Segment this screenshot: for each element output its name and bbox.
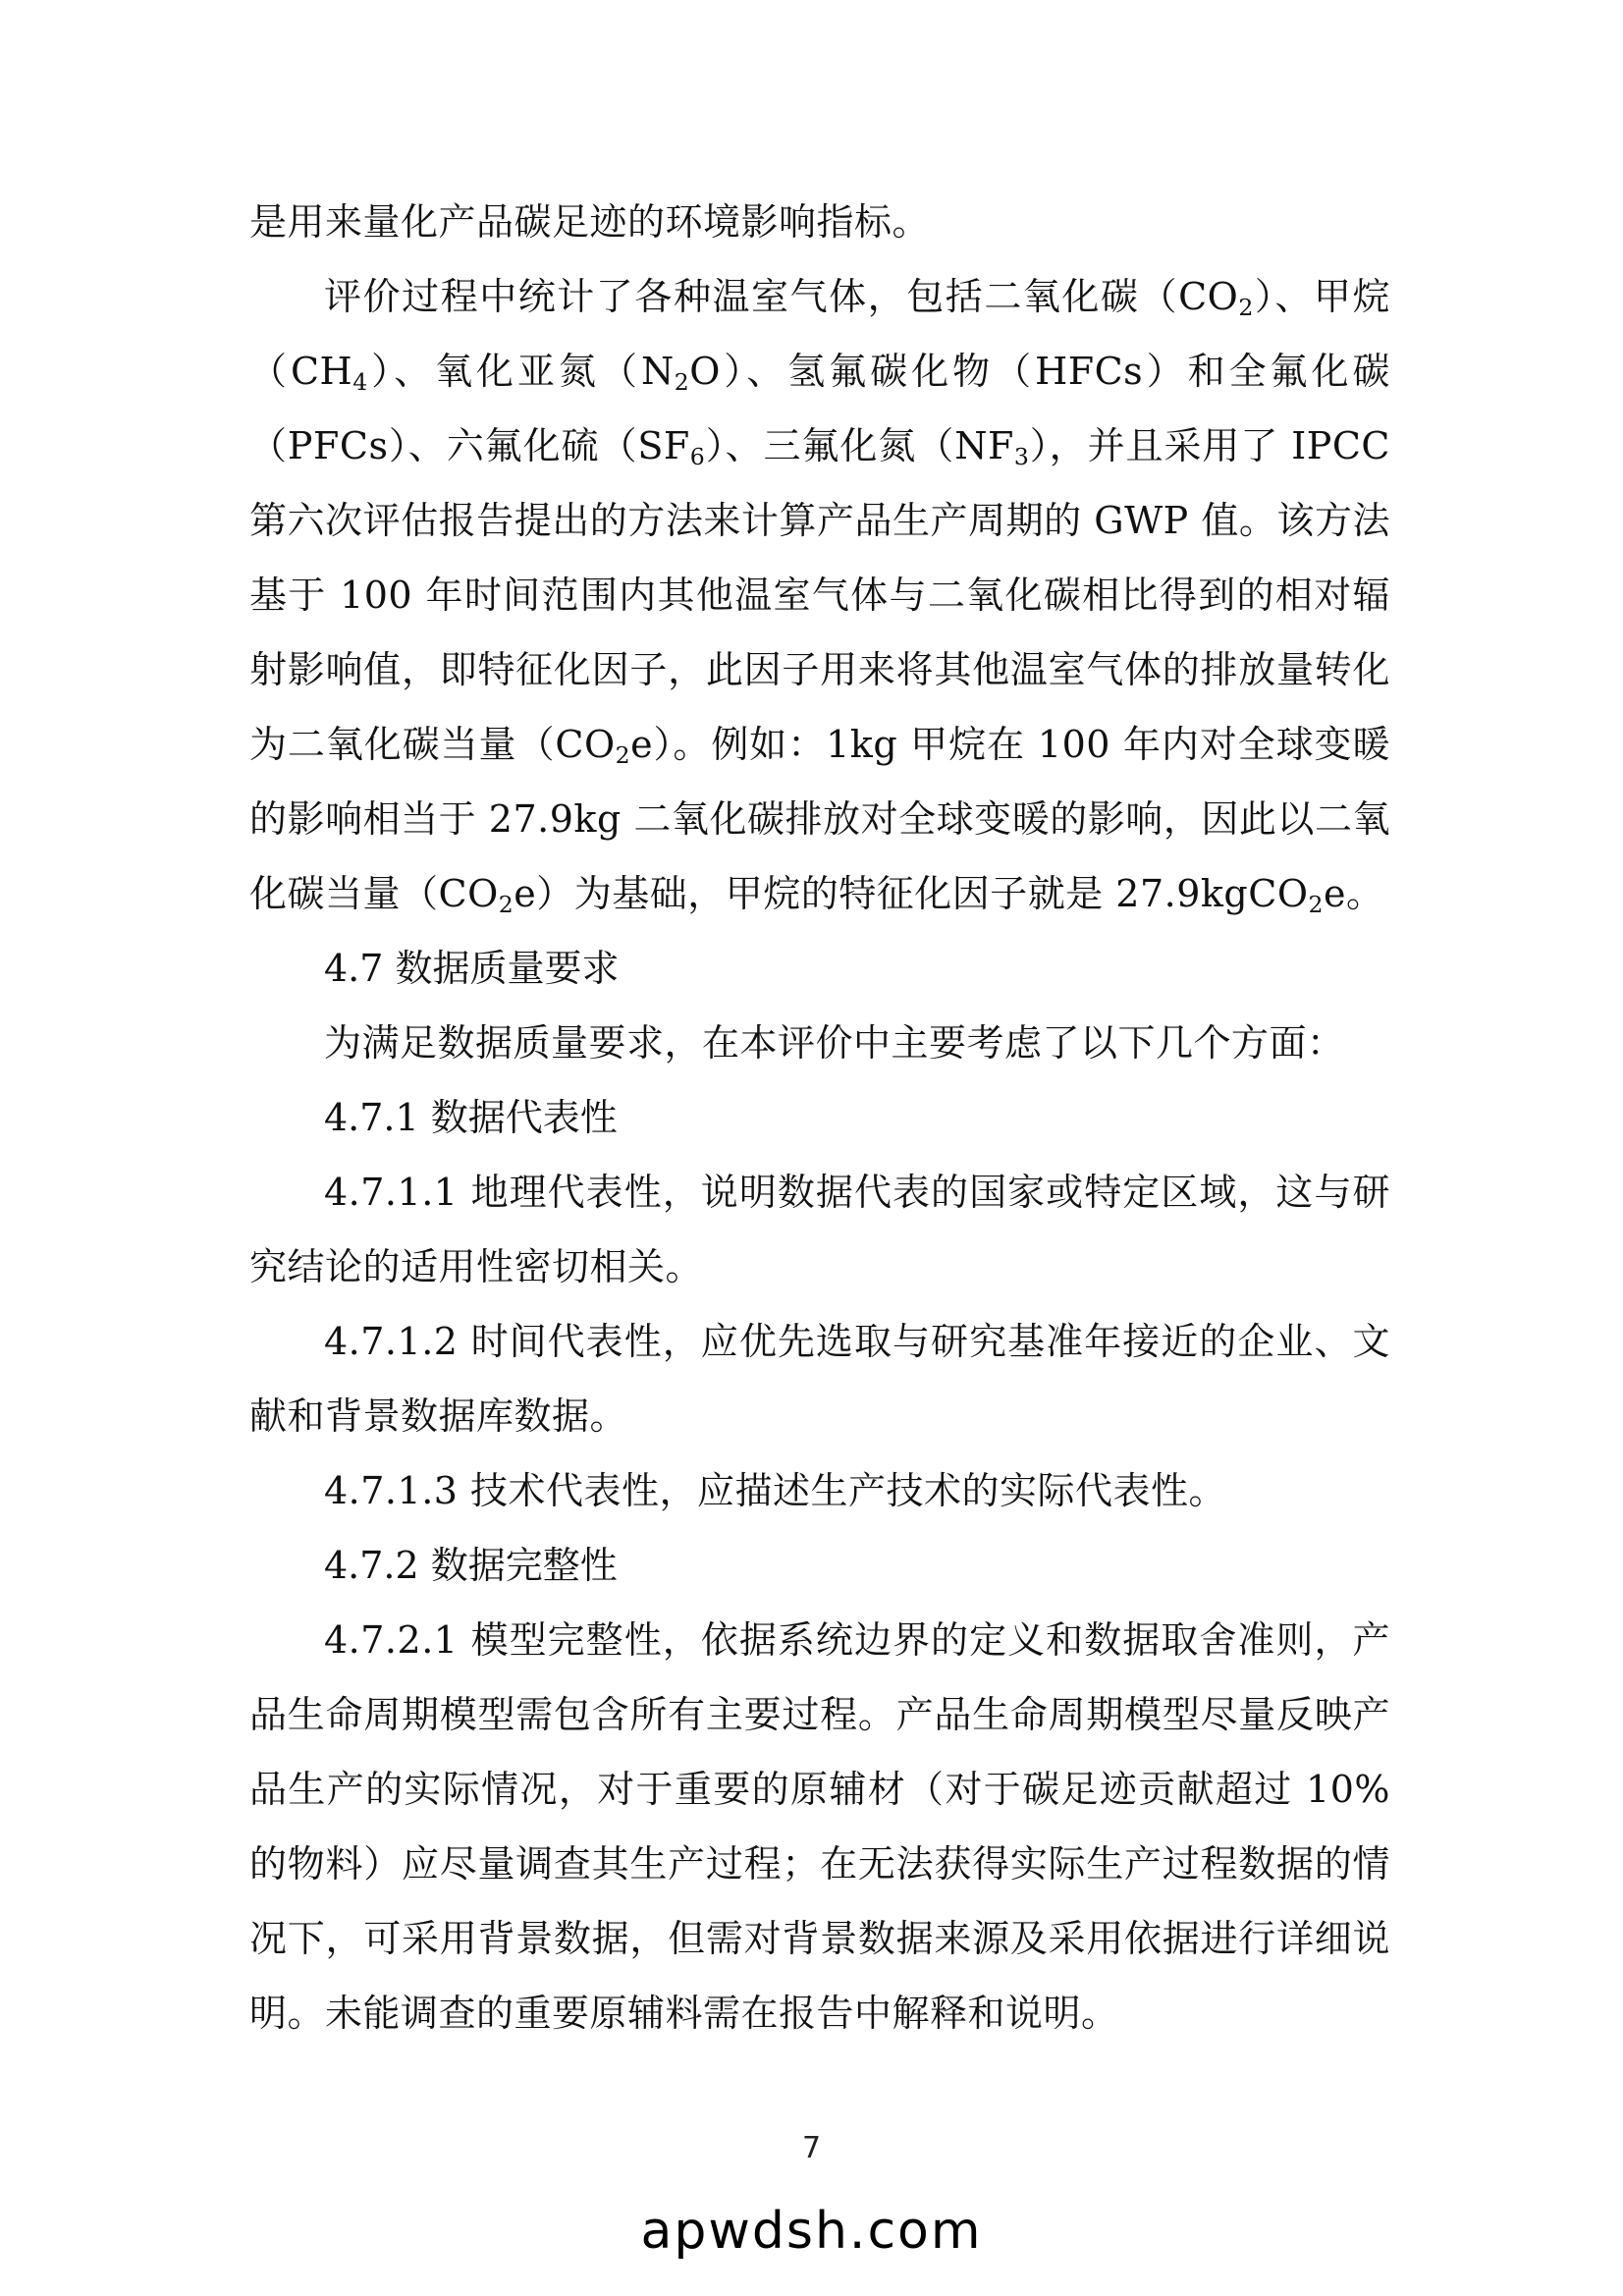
subscript: 2 <box>1238 293 1254 321</box>
subscript: 2 <box>498 890 514 918</box>
page-number: 7 <box>801 2131 822 2165</box>
section-heading-4-7-2: 4.7.2 数据完整性 <box>324 1544 618 1587</box>
subscript: 2 <box>674 367 690 396</box>
paragraph-4-7-1-2: 4.7.1.2 时间代表性，应优先选取与研究基准年接近的企业、文献和背景数据库数据。 <box>249 1320 1390 1438</box>
text-run: ）、甲烷（CH <box>249 275 1390 393</box>
text-run: O）、氢氟碳化物（HFCs）和全氟化碳（PFCs）、六氟化硫（SF <box>249 350 1390 467</box>
text-run: ）、三氟化氮（NF <box>705 424 1014 467</box>
document-body <box>249 185 1390 2050</box>
text-run: e。 <box>1323 872 1384 915</box>
text-run: e）为基础，甲烷的特征化因子就是 27.9kgCO <box>514 872 1309 915</box>
subscript: 6 <box>689 442 706 470</box>
section-heading-4-7: 4.7 数据质量要求 <box>324 947 620 990</box>
site-watermark: apwdsh.com <box>640 2202 983 2261</box>
subscript: 3 <box>1013 442 1030 470</box>
subscript: 2 <box>615 740 631 769</box>
section-heading-4-7-1: 4.7.1 数据代表性 <box>324 1096 618 1139</box>
paragraph-quality-intro: 为满足数据质量要求，在本评价中主要考虑了以下几个方面： <box>324 1021 1345 1065</box>
paragraph-ghg-list <box>249 259 1390 931</box>
paragraph-4-7-1-3: 4.7.1.3 技术代表性，应描述生产技术的实际代表性。 <box>324 1469 1227 1512</box>
subscript: 4 <box>352 367 368 396</box>
paragraph-4-7-2-1: 4.7.2.1 模型完整性，依据系统边界的定义和数据取舍准则，产品生命周期模型需包含所有主要过程。产品生命周期模型尽量反映产品生产的实际情况，对于重要的原辅材（对于碳足迹贡献超过 10%的物料）应尽量调查其生产过程；在无法获得实际生产过程数据的情况下，可采用背景数据，但需对背景数据来源及采用依据进行详细说明。未能调查的重要原辅料需在报告中解释和说明。 <box>249 1618 1390 2035</box>
text-run: ）、氧化亚氮（N <box>367 350 675 393</box>
text-run: ），并且采用了 IPCC 第六次评估报告提出的方法来计算产品生产周期的 GWP 值。该方法基于 100 年时间范围内其他温室气体与二氧化碳相比得到的相对辐射影响值，即特征化因子，此因子用来将其他温室气体的排放量转化为二氧化碳当量（CO <box>249 424 1390 766</box>
text-run: 评价过程中统计了各种温室气体，包括二氧化碳（CO <box>324 275 1239 318</box>
text-run: e）。例如：1kg 甲烷在 100 年内对全球变暖的影响相当于 27.9kg 二氧化碳排放对全球变暖的影响，因此以二氧化碳当量（CO <box>249 723 1390 915</box>
paragraph-4-7-1-1: 4.7.1.1 地理代表性，说明数据代表的国家或特定区域，这与研究结论的适用性密切相关。 <box>249 1171 1390 1288</box>
subscript: 2 <box>1308 890 1324 918</box>
paragraph-continuation: 是用来量化产品碳足迹的环境影响指标。 <box>249 200 931 244</box>
